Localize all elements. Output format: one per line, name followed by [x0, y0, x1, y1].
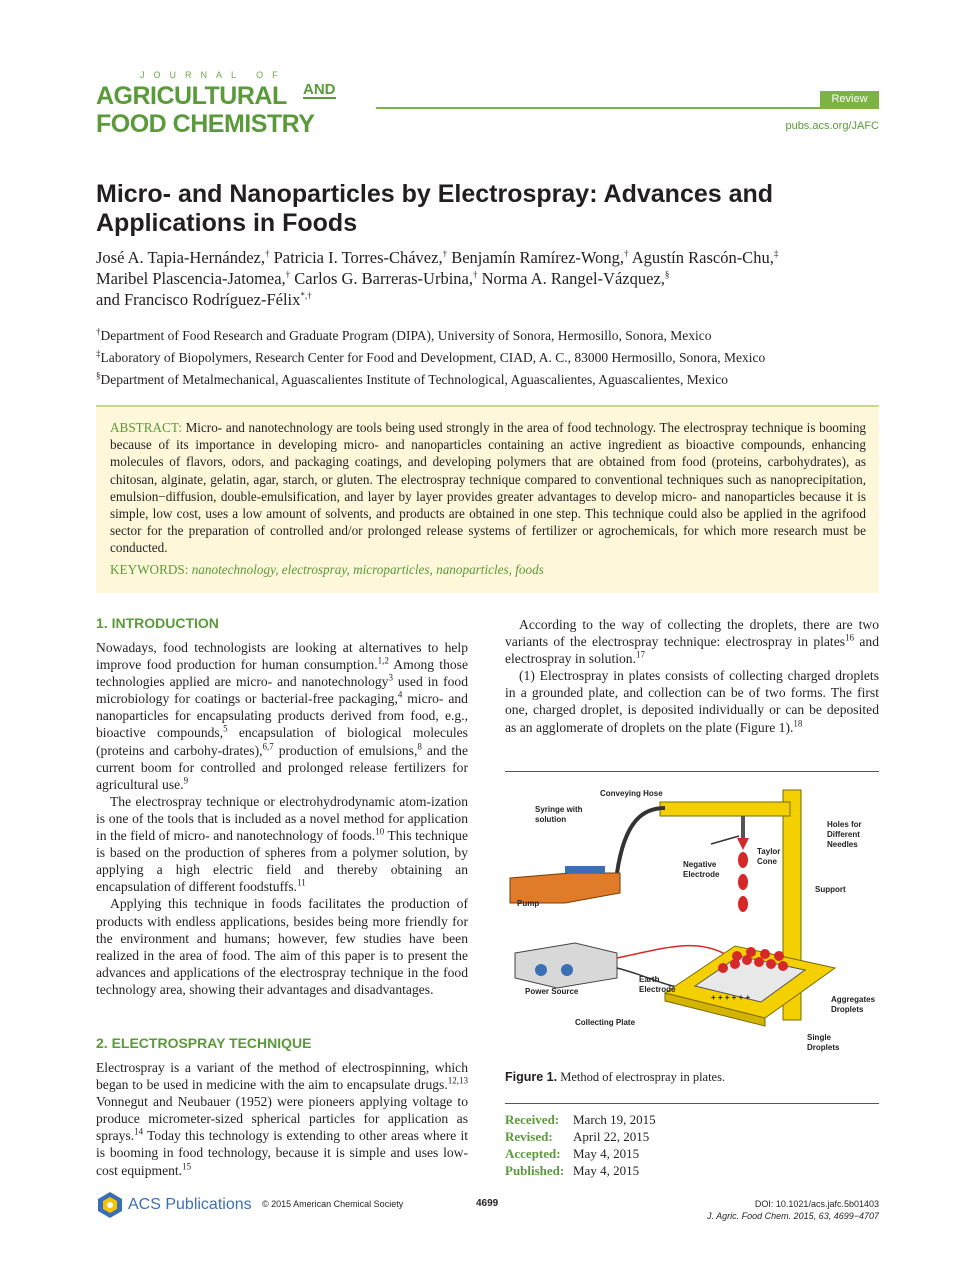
affiliation: ‡Laboratory of Biopolymers, Research Center for Food and Development, CIAD, A. C., 83000 Hermosillo, Sonora, Mexico: [96, 348, 766, 365]
citation: J. Agric. Food Chem. 2015, 63, 4699−4707: [706, 1211, 879, 1221]
acs-logo-icon: [96, 1191, 124, 1219]
doi-link[interactable]: DOI: 10.1021/acs.jafc.5b01403: [754, 1199, 879, 1209]
support-arm: [660, 802, 790, 816]
introduction-body: [96, 639, 468, 998]
date-accepted: Accepted: May 4, 2015: [505, 1146, 640, 1161]
section-heading-electrospray: 2. ELECTROSPRAY TECHNIQUE: [96, 1035, 312, 1051]
affiliation: §Department of Metalmechanical, Aguascalientes Institute of Technological, Aguascalientes, Aguascalientes, Mexico: [96, 370, 728, 387]
author[interactable]: Norma A. Rangel-Vázquez,: [481, 269, 665, 288]
section-heading-introduction: 1. INTRODUCTION: [96, 615, 219, 631]
abstract-label: ABSTRACT:: [110, 420, 182, 435]
figure-label: Support: [815, 885, 846, 894]
figure-label: Collecting Plate: [575, 1018, 636, 1027]
page-number: 4699: [476, 1198, 499, 1209]
droplet: [738, 874, 748, 890]
paragraph: Applying this technique in foods facilitates the production of products with endless applications, besides being more friendly for the environment and humans; however, few studies have been realized in the area of food. The aim of this paper is to present the advances and applications of the electrospray technique in the food technology area, showing their advantages and disadvantages.: [96, 896, 468, 997]
negative-electrode-wire: [711, 836, 739, 844]
date-revised: Revised: April 22, 2015: [505, 1129, 650, 1144]
figure-label: Holes for: [827, 820, 862, 829]
figure-rule-top: [505, 771, 879, 772]
figure-caption: Figure 1. Method of electrospray in plates.: [505, 1070, 726, 1084]
author[interactable]: and Francisco Rodríguez-Félix: [96, 290, 301, 309]
author[interactable]: Patricia I. Torres-Chávez,: [273, 248, 443, 267]
author[interactable]: Agustín Rascón-Chu,: [631, 248, 774, 267]
header-rule: [376, 107, 879, 109]
figure-label: Aggregates: [831, 995, 876, 1004]
power-knob: [535, 964, 547, 976]
copyright: © 2015 American Chemical Society: [262, 1199, 404, 1209]
author[interactable]: Carlos G. Barreras-Urbina,: [294, 269, 473, 288]
droplet: [738, 896, 748, 912]
conveying-hose: [617, 808, 665, 873]
figure-label: Power Source: [525, 987, 579, 996]
paragraph: According to the way of collecting the droplets, there are two variants of the electrospray technique: electrospray in plates$^{16}$ and electrospray in solution.$^{17}$: [505, 617, 879, 667]
author[interactable]: Benjamín Ramírez-Wong,: [451, 248, 625, 267]
date-received: Received: March 19, 2015: [505, 1112, 656, 1127]
figure-label: Negative: [683, 860, 717, 869]
figure-label: Conveying Hose: [600, 789, 663, 798]
journal-name-line1: AGRICULTURAL: [96, 82, 287, 110]
figure-label: solution: [535, 815, 567, 824]
paragraph: (1) Electrospray in plates consists of collecting charged droplets in a grounded plate, and collection can be of two forms. The first one, charged droplet, is deposited individually or can be deposited as an agglomerate of droplets on the plate (Figure 1).$^{18}$: [505, 668, 879, 735]
affiliation: †Department of Food Research and Graduate Program (DIPA), University of Sonora, Hermosillo, Sonora, Mexico: [96, 326, 712, 343]
figure-label: Electrode: [639, 985, 676, 994]
journal-name-line2: FOOD CHEMISTRY: [96, 110, 315, 138]
keywords: KEYWORDS: nanotechnology, electrospray, microparticles, nanoparticles, foods: [110, 562, 544, 577]
figure-label: Different: [827, 830, 860, 839]
syringe: [565, 866, 605, 873]
taylor-cone: [737, 838, 749, 850]
figure-label: Syringe with: [535, 805, 583, 814]
figure-label: Electrode: [683, 870, 720, 879]
electrospray-body: [96, 1059, 468, 1179]
power-knob: [561, 964, 573, 976]
paragraph: Nowadays, food technologists are looking at alternatives to help improve food production for human consumption.$^{1,2}$ Among those technologies applied are micro- and nanotechnology$^3$ used in food microbiology for coatings or bacterial-free packaging,$^4$ micro- and nanoparticles for encapsulating products derived from food, e.g., bioactive compounds,$^5$ encapsulation of biological molecules (proteins and carbohy-drates),$^{6,7}$ production of emulsions,$^8$ and the current boom for controlled and prolonged release fertilizers for agricultural use.$^9$: [96, 640, 469, 792]
figure-label: Droplets: [807, 1043, 840, 1052]
author[interactable]: Maribel Plascencia-Jatomea,: [96, 269, 286, 288]
abstract-text: ABSTRACT: Micro- and nanotechnology are tools being used strongly in the area of food technology. The electrospray technique is booming because of its importance in developing micro- and nanoparticles containing an active ingredient as bioactive compounds, enhancing molecules of flavors, odors, and packaging coatings, and developing polymers that are obtained from food (proteins, carbohydrates), as chitosan, alginate, gelatin, agar, starch, or gluten. The electrospray technique compared to conventional techniques such as nanoprecipitation, emulsion−diffusion, double-emulsification, and layer by layer provides greater advantages to develop micro- and nanoparticles because it is simple, low cost, uses a low amount of solvents, and products are obtained in one step. This technique could also be applied in the agrifood sector for the preparation of controlled and/or prolonged release systems of fertilizer or agrochemicals, for which more research must be conducted.: [110, 420, 867, 556]
paragraph: The electrospray technique or electrohydrodynamic atom-ization is one of the tools that is included as a novel method for application in the field of micro- and nanotechnology of foods.$^{10}$ This technique is based on the production of spheres from a polymer solution, by applying a high electric field and thereby obtaining an encapsulation of different foodstuffs.$^{11}$: [96, 793, 468, 895]
journal-url-link[interactable]: pubs.acs.org/JAFC: [785, 120, 879, 132]
figure-label: Earth: [639, 975, 660, 984]
figure-label: Pump: [517, 899, 540, 908]
figure-label: Droplets: [831, 1005, 864, 1014]
date-published: Published: May 4, 2015: [505, 1163, 640, 1178]
droplet: [738, 852, 748, 868]
publisher-name[interactable]: ACS Publications: [128, 1196, 252, 1213]
right-column-body: [505, 616, 879, 736]
author[interactable]: José A. Tapia-Hernández,: [96, 248, 265, 267]
figure-electrospray-diagram: [505, 778, 879, 1063]
article-type-badge: Review: [820, 91, 879, 107]
figure-label: Single: [807, 1033, 832, 1042]
figure-label: Taylor: [757, 847, 781, 856]
keywords-label: KEYWORDS:: [110, 562, 189, 577]
needle: [741, 816, 745, 838]
journal-name-and: AND: [303, 81, 336, 98]
figure-rule-bottom: [505, 1103, 879, 1104]
journal-name-top: JOURNAL OF: [140, 70, 287, 80]
figure-label: Needles: [827, 840, 858, 849]
paragraph: Electrospray is a variant of the method of electrospinning, which began to be used in medicine with the aim to encapsulate drugs.$^{12,13}$ Vonnegut and Neubauer (1952) were pioneers applying voltage to produce micrometer-sized spherical particles for application as sprays.$^{14}$ Today this technology is extending to other areas where it is booming in food technology, because it is simple and uses low-cost equipment.$^{15}$: [96, 1060, 468, 1178]
article-title: Micro- and Nanoparticles by Electrospray: Advances and Applications in Foods: [96, 180, 774, 237]
figure-label: + + + + + +: [711, 993, 751, 1002]
power-wire-red: [617, 946, 725, 958]
author-list: José A. Tapia-Hernández,† Patricia I. Torres-Chávez,† Benjamín Ramírez-Wong,† Agustín Rascón-Chu,‡ Maribel Plascencia-Jatomea,† Carlos G. Barreras-Urbina,† Norma A. Rangel-Vázquez,§ and Francisco Rodríguez-Félix*,†: [96, 248, 779, 309]
figure-label: Cone: [757, 857, 777, 866]
